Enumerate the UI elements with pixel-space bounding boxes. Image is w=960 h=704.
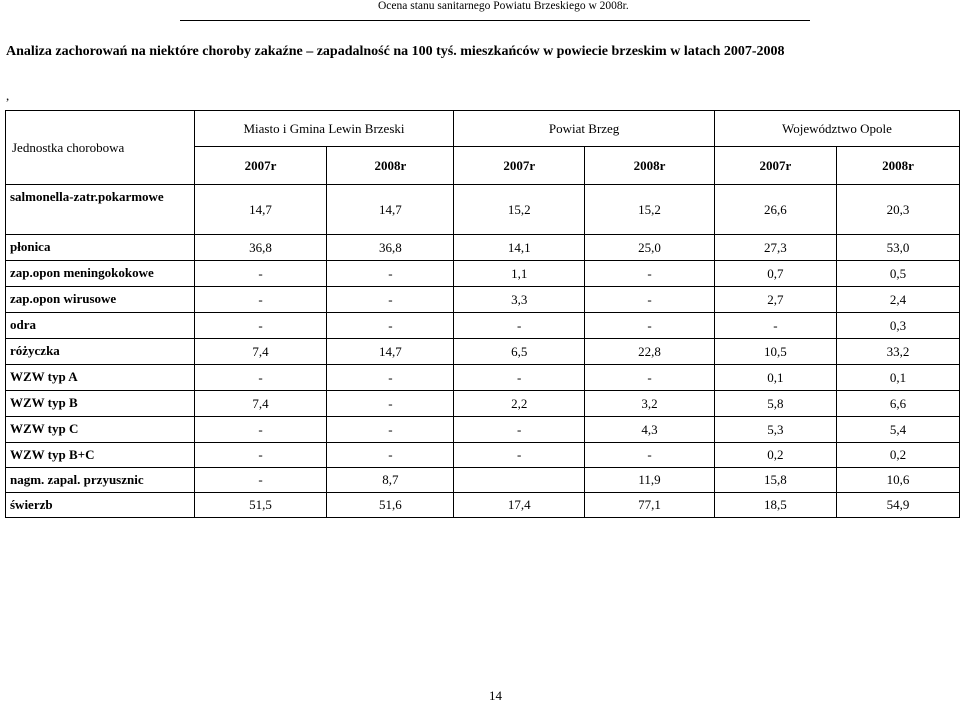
- value-cell: 77,1: [585, 493, 715, 518]
- value-cell: 5,4: [836, 417, 959, 443]
- value-cell: 53,0: [836, 235, 959, 261]
- value-cell: 0,5: [836, 261, 959, 287]
- table-row: [6, 339, 960, 365]
- value-cell: 15,2: [454, 185, 585, 235]
- row-label: WZW typ B: [6, 391, 195, 417]
- group-header: Województwo Opole: [714, 111, 959, 147]
- table-row: [6, 417, 960, 443]
- value-cell: -: [585, 261, 715, 287]
- table-row: [6, 365, 960, 391]
- value-cell: -: [194, 365, 327, 391]
- value-cell: 0,1: [714, 365, 836, 391]
- value-cell: -: [194, 468, 327, 493]
- value-cell: 4,3: [585, 417, 715, 443]
- value-cell: 14,7: [194, 185, 327, 235]
- value-cell: -: [454, 365, 585, 391]
- table-row: [6, 443, 960, 468]
- value-cell: 18,5: [714, 493, 836, 518]
- year-header: 2008r: [327, 147, 454, 185]
- value-cell: 36,8: [327, 235, 454, 261]
- value-cell: [454, 468, 585, 493]
- year-header: 2007r: [454, 147, 585, 185]
- value-cell: -: [327, 417, 454, 443]
- value-cell: -: [194, 261, 327, 287]
- row-label: WZW typ A: [6, 365, 195, 391]
- value-cell: 25,0: [585, 235, 715, 261]
- value-cell: 3,2: [585, 391, 715, 417]
- running-header: Ocena stanu sanitarnego Powiatu Brzeskiego w 2008r.: [378, 0, 629, 12]
- value-cell: 14,1: [454, 235, 585, 261]
- table-row: [6, 493, 960, 518]
- value-cell: 15,2: [585, 185, 715, 235]
- value-cell: 5,8: [714, 391, 836, 417]
- year-header: 2007r: [194, 147, 327, 185]
- value-cell: -: [454, 443, 585, 468]
- disease-incidence-table: [5, 110, 960, 518]
- row-label: różyczka: [6, 339, 195, 365]
- value-cell: -: [194, 417, 327, 443]
- value-cell: -: [194, 287, 327, 313]
- value-cell: 0,2: [836, 443, 959, 468]
- value-cell: 2,7: [714, 287, 836, 313]
- row-label: WZW typ C: [6, 417, 195, 443]
- value-cell: 1,1: [454, 261, 585, 287]
- value-cell: 27,3: [714, 235, 836, 261]
- table-row: [6, 235, 960, 261]
- value-cell: -: [327, 261, 454, 287]
- value-cell: -: [714, 313, 836, 339]
- row-label: płonica: [6, 235, 195, 261]
- value-cell: -: [327, 313, 454, 339]
- value-cell: 10,5: [714, 339, 836, 365]
- stub-header: Jednostka chorobowa: [6, 111, 195, 185]
- table-row: [6, 391, 960, 417]
- value-cell: 5,3: [714, 417, 836, 443]
- row-label: WZW typ B+C: [6, 443, 195, 468]
- value-cell: 0,7: [714, 261, 836, 287]
- row-label: nagm. zapal. przyusznic: [6, 468, 195, 493]
- row-label: świerzb: [6, 493, 195, 518]
- value-cell: -: [585, 365, 715, 391]
- value-cell: 33,2: [836, 339, 959, 365]
- value-cell: 2,4: [836, 287, 959, 313]
- value-cell: 17,4: [454, 493, 585, 518]
- value-cell: 2,2: [454, 391, 585, 417]
- table-row: [6, 185, 960, 235]
- value-cell: 0,2: [714, 443, 836, 468]
- value-cell: -: [194, 443, 327, 468]
- value-cell: 7,4: [194, 339, 327, 365]
- value-cell: 6,5: [454, 339, 585, 365]
- row-label: salmonella-zatr.pokarmowe: [6, 185, 195, 235]
- value-cell: -: [327, 443, 454, 468]
- value-cell: -: [327, 365, 454, 391]
- value-cell: 0,3: [836, 313, 959, 339]
- value-cell: 51,6: [327, 493, 454, 518]
- value-cell: 11,9: [585, 468, 715, 493]
- table-row: [6, 261, 960, 287]
- row-label: zap.opon wirusowe: [6, 287, 195, 313]
- value-cell: -: [194, 313, 327, 339]
- value-cell: 6,6: [836, 391, 959, 417]
- value-cell: 26,6: [714, 185, 836, 235]
- value-cell: -: [327, 287, 454, 313]
- value-cell: 54,9: [836, 493, 959, 518]
- value-cell: 0,1: [836, 365, 959, 391]
- row-label: zap.opon meningokokowe: [6, 261, 195, 287]
- value-cell: -: [585, 443, 715, 468]
- table-row: [6, 468, 960, 493]
- value-cell: 36,8: [194, 235, 327, 261]
- value-cell: 14,7: [327, 185, 454, 235]
- table-row: [6, 313, 960, 339]
- document-title: Analiza zachorowań na niektóre choroby zakaźne – zapadalność na 100 tyś. mieszkańców w powiecie brzeskim w latach 2007-2008: [6, 44, 785, 59]
- header-rule: [180, 20, 810, 21]
- year-header: 2007r: [714, 147, 836, 185]
- value-cell: 7,4: [194, 391, 327, 417]
- table-row: [6, 287, 960, 313]
- value-cell: 20,3: [836, 185, 959, 235]
- value-cell: 51,5: [194, 493, 327, 518]
- value-cell: -: [327, 391, 454, 417]
- group-header: Powiat Brzeg: [454, 111, 715, 147]
- year-header: 2008r: [585, 147, 715, 185]
- value-cell: 15,8: [714, 468, 836, 493]
- table-body: [6, 185, 960, 518]
- value-cell: 22,8: [585, 339, 715, 365]
- value-cell: 10,6: [836, 468, 959, 493]
- value-cell: -: [454, 313, 585, 339]
- page-number: 14: [489, 688, 502, 703]
- value-cell: -: [585, 313, 715, 339]
- value-cell: 3,3: [454, 287, 585, 313]
- value-cell: 14,7: [327, 339, 454, 365]
- year-header: 2008r: [836, 147, 959, 185]
- value-cell: -: [585, 287, 715, 313]
- value-cell: -: [454, 417, 585, 443]
- value-cell: 8,7: [327, 468, 454, 493]
- group-header: Miasto i Gmina Lewin Brzeski: [194, 111, 454, 147]
- row-label: odra: [6, 313, 195, 339]
- stray-mark: ,: [6, 88, 10, 103]
